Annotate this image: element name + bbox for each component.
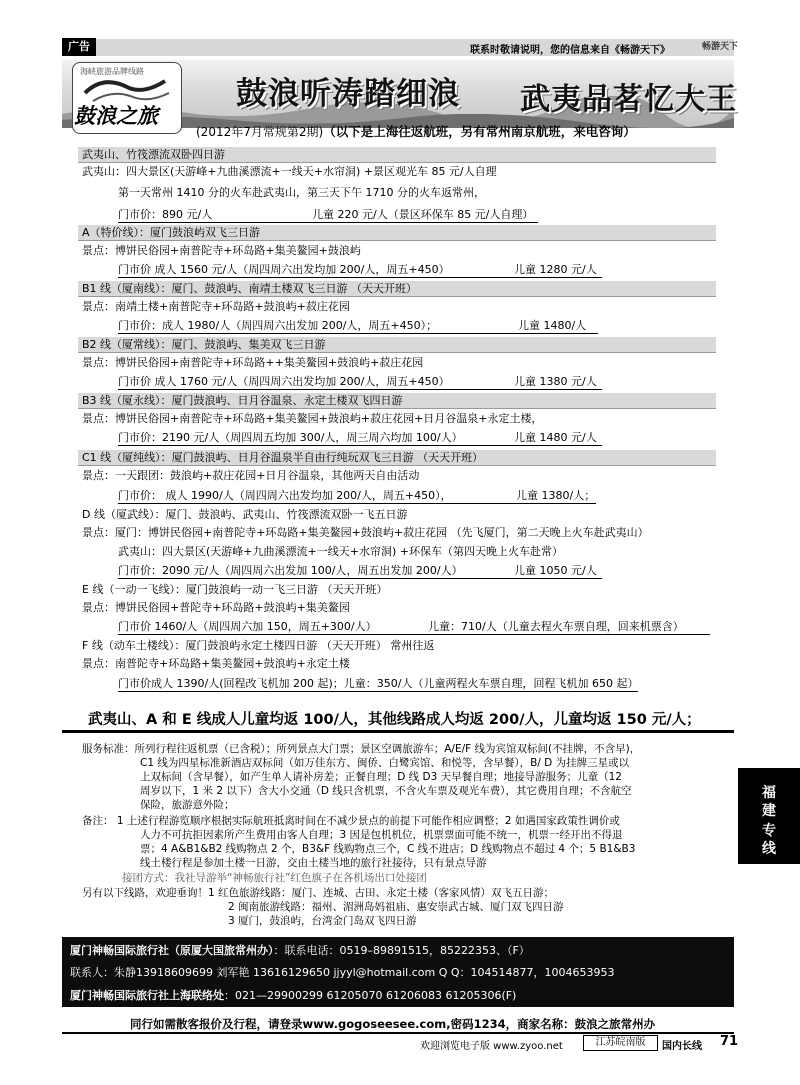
route-title-e: E 线（一动一飞线）：厦门鼓浪屿一动一飞三日游 （天天开班） bbox=[78, 582, 716, 598]
phone-numbers: ：联系电话：0519–89891515，85222353、（F） bbox=[273, 944, 530, 957]
child-price: 儿童：710/人（儿童去程火车票自理，回来机票含） bbox=[428, 620, 684, 633]
footer-divider bbox=[62, 1032, 734, 1034]
adult-price: 门市价 成人 1560 元/人（周四周六出发均加 200/人，周五+450） bbox=[118, 263, 450, 276]
route-price bbox=[118, 207, 538, 223]
adult-price: 门市价：2190 元/人（周四周五均加 300/人，周三周六均加 100/人） bbox=[118, 431, 463, 444]
child-price: 儿童 1280 元/人 bbox=[514, 263, 597, 276]
side-tab-char: 专 bbox=[762, 823, 776, 839]
side-tab-char: 线 bbox=[762, 841, 776, 857]
section-label: 国内长线 bbox=[662, 1041, 702, 1052]
office-phones: ：021—29900299 61205070 61206083 61205306(F) bbox=[224, 989, 517, 1002]
logo-caption: 海峡旅游品牌线路 bbox=[80, 67, 144, 76]
side-tab bbox=[738, 768, 800, 864]
issue-date: (2012年7月常规第2期) bbox=[196, 125, 324, 139]
issue-subtitle bbox=[196, 122, 636, 140]
adult-price: 门市价：890 元/人 bbox=[118, 208, 213, 221]
child-price: 儿童 1380/人； bbox=[516, 489, 596, 502]
website-line: 同行如需散客报价及行程，请登录www.gogoseesee.com,密码1234，商家名称：鼓浪之旅常州办 bbox=[130, 1017, 656, 1031]
adult-price: 门市价 1460/人（周四周六加 150，周五+300/人） bbox=[118, 620, 377, 633]
route-spots: 武夷山：四大景区(天游峰+九曲溪漂流+一线天+水帘洞) +环保车（第四天晚上火车赴常） bbox=[118, 545, 563, 558]
contact-phone-line bbox=[70, 942, 530, 958]
source-notice: 联系时敬请说明，您的信息来自《畅游天下》 bbox=[470, 45, 670, 56]
adult-price: 门市价 成人 1760 元/人（周四周六出发均加 200/人，周五+450） bbox=[118, 375, 450, 388]
service-line: 周岁以下，1 米 2 以下）含大小交通（D 线只含机票，不含火车票及观光车费），其它费用自理；不含航空 bbox=[140, 785, 632, 797]
route-price bbox=[118, 488, 596, 504]
route-title-a: A（特价线）：厦门鼓浪屿双飞三日游 bbox=[78, 225, 716, 241]
route-spots: 景点：博饼民俗园+南普陀寺+环岛路++集美鳌园+鼓浪屿+菽庄花园 bbox=[82, 356, 424, 369]
remark-line: 人力不可抗拒因素所产生费用由客人自理；3 因是包机机位，机票票面可能不统一，机票一经开出不得退 bbox=[140, 829, 623, 841]
child-price: 儿童 1480 元/人 bbox=[514, 431, 597, 444]
service-line: 服务标准：所列行程往返机票（已含税）；所列景点大门票；景区空调旅游车；A/E/F 线为宾馆双标间(不挂牌，不含早)， bbox=[82, 743, 641, 755]
child-price: 儿童 220 元/人（景区环保车 85 元/人自理） bbox=[312, 208, 534, 221]
logo-title: 鼓浪之旅 bbox=[74, 103, 158, 128]
publication-logo: 畅游天下 bbox=[702, 42, 739, 52]
route-spots: 景点：博饼民俗园+南普陀寺+环岛路+集美鳌园+鼓浪屿 bbox=[82, 244, 361, 257]
divider bbox=[62, 730, 734, 733]
route-title-d: D 线（厦武线）：厦门、鼓浪屿、武夷山、竹筏漂流双卧一飞五日游 bbox=[78, 507, 716, 523]
footer-website: 欢迎浏览电子版 www.zyoo.net bbox=[420, 1041, 563, 1052]
route-price bbox=[118, 563, 602, 579]
route-price bbox=[118, 430, 602, 446]
child-price: 儿童 1480/人 bbox=[518, 319, 587, 332]
rebate-notice: 武夷山、A 和 E 线成人儿童均返 100/人，其他线路成人均返 200/人，儿童均返 150 元/人； bbox=[88, 712, 701, 728]
route-price bbox=[118, 318, 598, 334]
other-routes: 3 厦门，鼓浪屿，台湾金门岛双飞四日游 bbox=[228, 915, 417, 927]
side-tab-char: 建 bbox=[762, 803, 776, 819]
slogan-right: 武夷品茗忆大王 bbox=[520, 82, 737, 117]
pickup-method: 接团方式：我社导游举“神畅旅行社”红色旗子在各机场出口处接团 bbox=[122, 872, 427, 884]
adult-price: 门市价：2090 元/人（周四周六出发加 100/人，周五出发加 200/人） bbox=[118, 564, 463, 577]
page-number: 71 bbox=[720, 1034, 739, 1049]
edition-label: 江苏皖南版 bbox=[583, 1035, 658, 1051]
service-line: 保险，旅游意外险； bbox=[140, 799, 235, 811]
remark-line: 备注： 1 上述行程游览顺序根据实际航班抵离时间在不减少景点的前提下可能作相应调整；2 如遇国家政策性调价或 bbox=[82, 815, 620, 827]
route-spots: 景点：南普陀寺+环岛路+集美鳌园+鼓浪屿+永定土楼 bbox=[82, 657, 350, 670]
other-routes: 2 闽南旅游线路：福州、湄洲岛妈祖庙、惠安崇武古城、厦门双飞四日游 bbox=[228, 901, 564, 913]
ad-label: 广告 bbox=[62, 38, 96, 56]
contact-persons: 联系人：朱静13918609699 刘军艳 13616129650 jjyyl@hotmail.com Q Q：104514877，1004653953 bbox=[70, 966, 615, 979]
route-line: 第一天常州 1410 分的火车赴武夷山，第三天下午 1710 分的火车返常州， bbox=[118, 186, 485, 199]
route-spots: 景点：厦门：博饼民俗园+南普陀寺+环岛路+集美鳌园+鼓浪屿+菽庄花园 （先飞厦门，第二天晚上火车赴武夷山） bbox=[82, 526, 649, 539]
route-spots: 景点：南靖土楼+南普陀寺+环岛路+鼓浪屿+菽庄花园 bbox=[82, 300, 350, 313]
shanghai-office bbox=[70, 987, 516, 1003]
slogan-left: 鼓浪听涛踏细浪 bbox=[236, 76, 460, 112]
office-name: 厦门神畅国际旅行社上海联络处 bbox=[70, 989, 224, 1002]
side-tab-char: 福 bbox=[762, 785, 776, 801]
child-price: 儿童 1380 元/人 bbox=[514, 375, 597, 388]
route-price bbox=[118, 619, 710, 635]
route-title-b2: B2 线（厦常线）：厦门、鼓浪屿、集美双飞三日游 bbox=[78, 337, 716, 353]
remark-line: 线土楼行程是参加土楼一日游，交由土楼当地的旅行社接待，只有景点导游 bbox=[140, 857, 487, 869]
route-title-f: F 线（动车土楼线）：厦门鼓浪屿永定土楼四日游 （天天开班） 常州往返 bbox=[78, 638, 716, 654]
route-price bbox=[118, 374, 602, 390]
agency-name: 厦门神畅国际旅行社（原厦大国旅常州办） bbox=[70, 944, 274, 957]
route-price bbox=[118, 262, 602, 278]
route-title-c1: C1 线（厦纯线）：厦门鼓浪屿、日月谷温泉半自由行纯玩双飞三日游 （天天开班） bbox=[78, 450, 716, 466]
route-spots: 景点：博饼民俗园+南普陀寺+环岛路+集美鳌园+鼓浪屿+菽庄花园+日月谷温泉+永定土楼， bbox=[82, 412, 543, 425]
route-price: 门市价成人 1390/人(回程改飞机加 200 起)；儿童：350/人（儿童两程火车票自理，回程飞机加 650 起） bbox=[118, 677, 639, 690]
contact-block bbox=[62, 937, 734, 1007]
adult-price: 门市价： 成人 1990/人（周四周六出发均加 200/人，周五+450）， bbox=[118, 489, 452, 502]
service-line: C1 线为四星标准新酒店双标间（如万佳东方、闽侨、白鹭宾馆、和悦等，含早餐），B/ D 为挂牌三星或以 bbox=[140, 757, 630, 769]
route-spots: 景点：博饼民俗园+普陀寺+环岛路+鼓浪屿+集美鳌园 bbox=[82, 601, 350, 614]
adult-price: 门市价：成人 1980/人（周四周六出发加 200/人，周五+450）； bbox=[118, 319, 438, 332]
route-line: 武夷山：四大景区(天游峰+九曲溪漂流+一线天+水帘洞) +景区观光车 85 元/人自理 bbox=[82, 165, 497, 178]
route-title-b1: B1 线（厦南线）：厦门、鼓浪屿、南靖土楼双飞三日游 （天天开班） bbox=[78, 281, 716, 297]
child-price: 儿童 1050 元/人 bbox=[514, 564, 597, 577]
service-line: 上双标间（含早餐），如产生单人请补房差；正餐自理；D 线 D3 天早餐自理；地接导游服务；儿童（12 bbox=[140, 771, 622, 783]
remark-line: 票；4 A&B1&B2 线购物点 2 个，B3&F 线购物点三个，C 线不进店；D 线购物点不超过 4 个；5 B1&B3 bbox=[140, 843, 636, 855]
route-spots: 景点：一天跟团：鼓浪屿+菽庄花园+日月谷温泉，其他两天自由活动 bbox=[82, 469, 420, 482]
route-title-wuyi: 武夷山、竹筏漂流双卧四日游 bbox=[78, 147, 716, 163]
other-routes: 另有以下线路，欢迎垂询！1 红色旅游线路：厦门、连城、古田、永定土楼（客家风情）双飞五日游； bbox=[82, 887, 555, 899]
route-title-b3: B3 线（厦永线）：厦门鼓浪屿、日月谷温泉、永定土楼双飞四日游 bbox=[78, 393, 716, 409]
flight-note: （以下是上海往返航班，另有常州南京航班，来电咨询） bbox=[323, 124, 636, 139]
